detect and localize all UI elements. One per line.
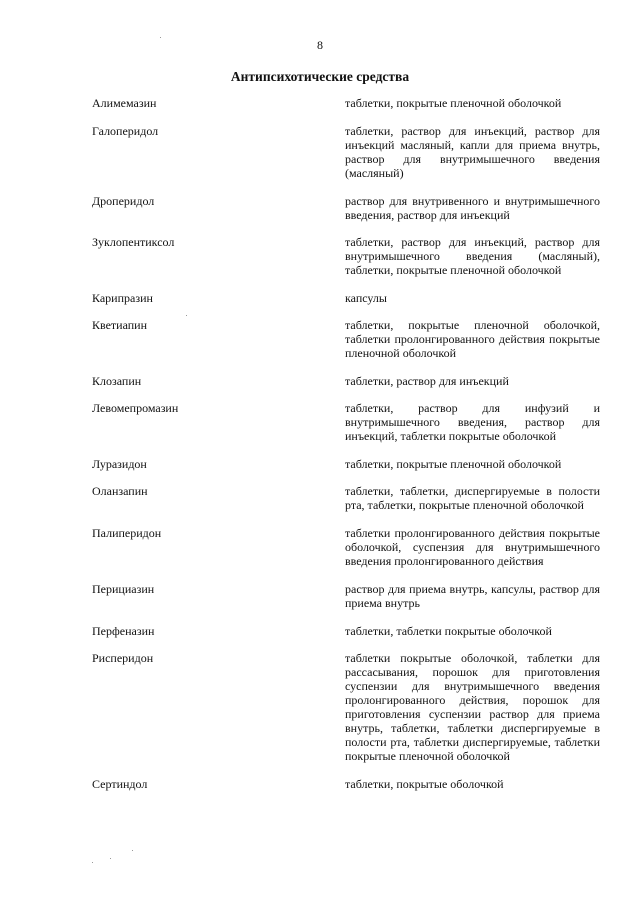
drug-name: Галоперидол: [92, 124, 159, 138]
drug-name: Перициазин: [92, 582, 155, 596]
drug-forms: раствор для приема внутрь, капсулы, раствор для приема внутрь: [345, 582, 600, 610]
drug-forms: таблетки, раствор для инъекций, раствор для инъекций масляный, капли для приема внутрь, раствор для внутримышечного введения (масляный): [345, 124, 600, 180]
drug-row: [0, 96, 640, 110]
drug-row: [0, 582, 640, 610]
drug-row: [0, 484, 640, 512]
drug-forms: таблетки, покрытые пленочной оболочкой, таблетки пролонгированного действия покрытые пленочной оболочкой: [345, 318, 600, 360]
drug-row: [0, 401, 640, 443]
drug-name: Луразидон: [92, 457, 147, 471]
drug-row: [0, 457, 640, 471]
drug-name: Сертиндол: [92, 777, 148, 791]
drug-row: [0, 651, 640, 763]
drug-forms: таблетки, покрытые пленочной оболочкой: [345, 457, 562, 471]
drug-list: [0, 96, 640, 791]
drug-forms: таблетки, таблетки покрытые оболочкой: [345, 624, 552, 638]
drug-name: Алимемазин: [92, 96, 157, 110]
drug-name: Клозапин: [92, 374, 142, 388]
drug-forms: таблетки, раствор для инъекций: [345, 374, 509, 388]
drug-row: [0, 624, 640, 638]
drug-row: [0, 526, 640, 568]
drug-forms: таблетки, раствор для инъекций, раствор для внутримышечного введения (масляный), таблетки, покрытые пленочной оболочкой: [345, 235, 600, 277]
page-number: 8: [317, 38, 323, 52]
drug-forms: таблетки, покрытые оболочкой: [345, 777, 504, 791]
scan-speck: [132, 850, 133, 851]
drug-name: Левомепромазин: [92, 401, 179, 415]
drug-name: Дроперидол: [92, 194, 155, 208]
drug-name: Кветиапин: [92, 318, 148, 332]
scan-speck: [110, 858, 111, 859]
drug-forms: раствор для внутривенного и внутримышечного введения, раствор для инъекций: [345, 194, 600, 222]
drug-forms: таблетки, покрытые пленочной оболочкой: [345, 96, 562, 110]
drug-row: [0, 194, 640, 222]
drug-name: Карипразин: [92, 291, 153, 305]
drug-row: [0, 235, 640, 277]
drug-forms: капсулы: [345, 291, 387, 305]
drug-forms: таблетки, раствор для инфузий и внутримышечного введения, раствор для инъекций, таблетки покрытые оболочкой: [345, 401, 600, 443]
drug-forms: таблетки, таблетки, диспергируемые в полости рта, таблетки, покрытые пленочной оболочкой: [345, 484, 600, 512]
drug-forms: таблетки пролонгированного действия покрытые оболочкой, суспензия для внутримышечного введения пролонгированного действия: [345, 526, 600, 568]
drug-name: Оланзапин: [92, 484, 148, 498]
drug-name: Рисперидон: [92, 651, 154, 665]
drug-row: [0, 777, 640, 791]
scan-speck: [186, 315, 187, 316]
section-title: Антипсихотические средства: [230, 69, 410, 84]
drug-name: Перфеназин: [92, 624, 155, 638]
scan-speck: [92, 862, 93, 863]
drug-forms: таблетки покрытые оболочкой, таблетки для рассасывания, порошок для приготовления суспензии для внутримышечного введения пролонгированного действия, порошок для приготовления суспензии раствор для приема внутрь, таблетки, таблетки диспергируемые в полости рта, таблетки диспергируемые, таблетки покрытые пленочной оболочкой: [345, 651, 600, 763]
drug-row: [0, 318, 640, 360]
scan-speck: [160, 37, 161, 38]
drug-name: Палиперидон: [92, 526, 162, 540]
drug-row: [0, 124, 640, 180]
drug-row: [0, 374, 640, 388]
drug-name: Зуклопентиксол: [92, 235, 175, 249]
drug-row: [0, 291, 640, 305]
